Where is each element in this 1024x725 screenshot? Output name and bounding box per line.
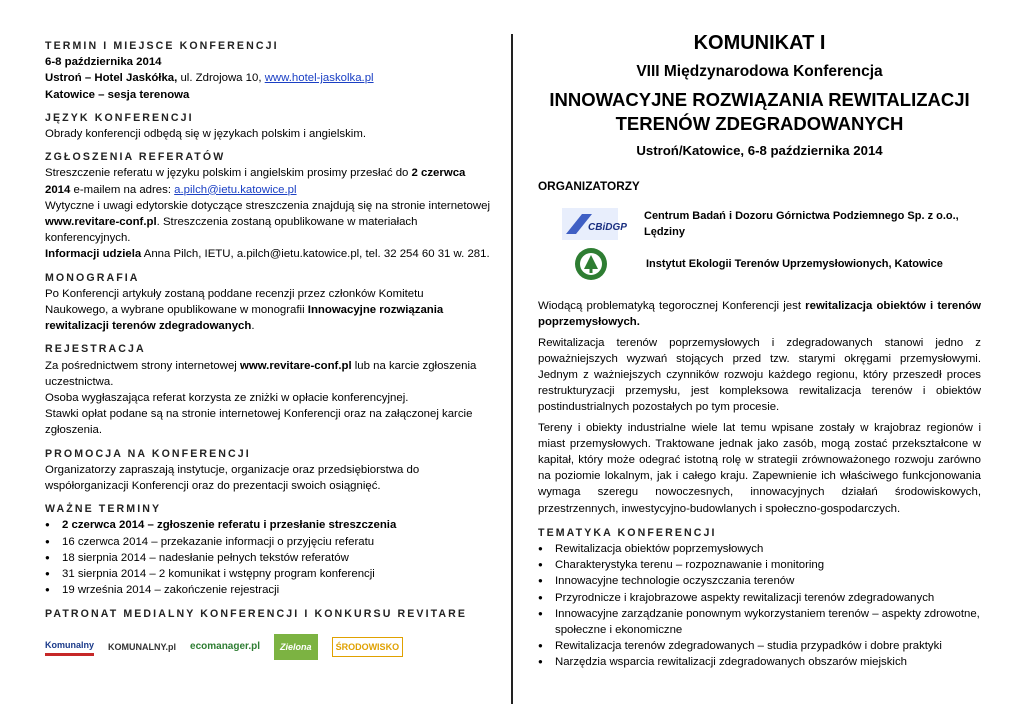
cbidgp-logo <box>562 206 627 242</box>
organizer-name: Instytut Ekologii Terenów Uprzemysłowionych, Katowice <box>646 258 943 271</box>
topics-list <box>538 541 981 671</box>
section-zgloszenia <box>45 149 490 262</box>
logo-ecomanager: ecomanager.pl <box>190 640 261 652</box>
text: Wiodącą problematyką tegorocznej Konferencji jest <box>538 300 806 313</box>
registration-text <box>45 358 490 390</box>
section-terminy <box>45 501 490 598</box>
contact-label: Informacji udziela <box>45 248 142 261</box>
section-heading: MONOGRAFIA <box>45 271 140 284</box>
text: e-mailem na adres: <box>70 183 175 196</box>
section-heading: TERMIN I MIEJSCE KONFERENCJI <box>45 40 279 52</box>
text: Po Konferencji artykuły zostaną poddane recenzji przez członków Komitetu Naukowego, a wybrane opublikowane w monografii <box>45 287 424 317</box>
list-item: ● Rewitalizacja terenów zdegradowanych – studia przypadków i dobre praktyki <box>538 638 981 654</box>
section-heading: WAŻNE TERMINY <box>45 503 162 516</box>
hotel-link[interactable]: www.hotel-jaskolka.pl <box>264 72 374 85</box>
list-item: ● 2 czerwca 2014 – zgłoszenie referatu i przesłanie streszczenia <box>45 517 490 533</box>
organizer-name: Centrum Badań i Dozoru Górnictwa Podziemnego Sp. z o.o., Lędziny <box>644 210 959 239</box>
editorial-guidelines <box>45 198 490 247</box>
logo-srodowisko: ŚRODOWISKO <box>332 637 404 657</box>
site-link[interactable]: www.revitare-conf.pl <box>45 216 157 229</box>
section-rejestracja <box>45 341 490 438</box>
logo-komunalny-pl: KOMUNALNY.pl <box>108 641 177 652</box>
list-item: ● 31 sierpnia 2014 – 2 komunikat i wstępny program konferencji <box>45 566 490 582</box>
section-termin <box>45 38 490 103</box>
intro-paragraph <box>538 298 981 330</box>
text: Za pośrednictwem strony internetowej <box>45 359 240 372</box>
section-monografia <box>45 270 490 335</box>
conference-place-date: Ustroń/Katowice, 6-8 października 2014 <box>636 143 883 158</box>
text: Streszczenie referatu w języku polskim i angielskim prosimy przesłać do <box>45 167 412 180</box>
conference-dates: 6-8 października 2014 <box>45 56 162 69</box>
list-item: ● Innowacyjne zarządzanie ponownym wykorzystaniem terenów – aspekty zdrowotne, społeczne i ekonomiczne <box>538 606 981 638</box>
text: Wytyczne i uwagi edytorskie dotyczące streszczenia znajdują się na stronie internetowej <box>45 199 490 212</box>
list-item: ● Charakterystyka terenu – rozpoznawanie i monitoring <box>538 557 981 573</box>
logo-komunalny: Komunalny <box>45 637 94 656</box>
place-rest: ul. Zdrojowa 10, <box>177 72 265 85</box>
contact-details: Anna Pilch, IETU, a.pilch@ietu.katowice.pl, tel. 32 254 60 31 w. 281. <box>141 248 490 261</box>
logo-lettering: CBiDGP <box>588 222 627 234</box>
paragraph: Rewitalizacja terenów poprzemysłowych i zdegradowanych stanowi jedno z poważniejszych wyzwań stojących przed tzw. starymi okręgami przemysłowymi. Jednym z ważniejszych czynników rozwoju każdego regionu, który przeszedł proces restrukturyzacji przemysłu, jest kompleksowa rewitalizacja terenów i obiektów postindustrialnych pozostałych po tym procesie. <box>538 336 981 414</box>
conference-place <box>45 70 490 86</box>
organizer-row <box>538 206 981 242</box>
section-heading: TEMATYKA KONFERENCJI <box>538 526 717 539</box>
list-item: ● 16 czerwca 2014 – przekazanie informacji o przyjęciu referatu <box>45 534 490 550</box>
email-link[interactable]: a.pilch@ietu.katowice.pl <box>174 183 297 196</box>
organizer-row <box>538 246 981 282</box>
paragraph: Tereny i obiekty industrialne wiele lat temu wpisane zostały w krajobraz regionów i miast przemysłowych. Traktowane jednak jako zasób, mogą zostać przekształcone w kapitał, który może odegrać istotną rolę w strategii zrównoważonego rozwoju zarówno na poziomie lokalnym, jak i całego kraju. Zapewnienie ich właściwego funkcjonowania wymaga szeregu nowoczesnych, innowacyjnych działań środowiskowych, przestrzennych, inwestycyjno-budowlanych i społeczno-gospodarczych. <box>538 421 981 515</box>
conference-title: INNOWACYJNE ROZWIĄZANIA REWITALIZACJI TERENÓW ZDEGRADOWANYCH <box>549 89 970 134</box>
media-logos <box>45 634 490 660</box>
section-jezyk <box>45 110 490 142</box>
section-heading: REJESTRACJA <box>45 343 146 356</box>
section-heading: PATRONAT MEDIALNY KONFERENCJI I KONKURSU REVITARE <box>45 607 468 620</box>
list-item: ● Innowacyjne technologie oczyszczania terenów <box>538 573 981 589</box>
fees-text: Stawki opłat podane są na stronie internetowej Konferencji oraz na załączonej karcie zgłoszenia. <box>45 408 473 437</box>
site-link[interactable]: www.revitare-conf.pl <box>240 359 352 372</box>
monograph-text <box>45 286 490 335</box>
section-promocja <box>45 446 490 495</box>
list-item: ● Narzędzia wsparcia rewitalizacji zdegradowanych obszarów miejskich <box>538 654 981 670</box>
conference-edition: VIII Międzynarodowa Konferencja <box>636 63 883 80</box>
list-item: ● Rewitalizacja obiektów poprzemysłowych <box>538 541 981 557</box>
abstract-submission <box>45 165 490 197</box>
section-heading: ZGŁOSZENIA REFERATÓW <box>45 151 226 164</box>
text: lub na karcie zgłoszenia uczestnictwa. <box>45 359 477 388</box>
column-divider <box>511 34 513 704</box>
intro-topic: rewitalizacja obiektów i terenów poprzemysłowych. <box>538 300 982 329</box>
left-column <box>45 38 490 667</box>
contact-info <box>45 246 490 262</box>
discount-text: Osoba wygłaszająca referat korzysta ze zniżki w opłacie konferencyjnej. <box>45 392 409 405</box>
logo-zielona: Zielona <box>274 634 318 660</box>
list-item: ● 18 sierpnia 2014 – nadesłanie pełnych tekstów referatów <box>45 550 490 566</box>
section-patronat <box>45 606 490 660</box>
text: . <box>251 320 255 333</box>
language-text: Obrady konferencji odbędą się w językach polskim i angielskim. <box>45 128 366 141</box>
deadline-date: 2 czerwca 2014 <box>45 167 466 196</box>
page-title: KOMUNIKAT I <box>693 32 826 54</box>
monograph-title: Innowacyjne rozwiązania rewitalizacji terenów zdegradowanych <box>45 304 444 333</box>
katowice-session: Katowice – sesja terenowa <box>45 88 190 101</box>
promotion-text: Organizatorzy zapraszają instytucje, organizacje oraz przedsiębiorstwa do współorganizacji Konferencji oraz do prezentacji swoich osiągnięć. <box>45 463 420 493</box>
text: . Streszczenia zostaną opublikowane w materiałach konferencyjnych. <box>45 216 418 245</box>
ietu-logo <box>562 246 620 282</box>
deadlines-list <box>45 517 490 598</box>
list-item: ● 19 września 2014 – zakończenie rejestracji <box>45 582 490 598</box>
right-column <box>538 30 981 671</box>
section-heading: JĘZYK KONFERENCJI <box>45 111 194 124</box>
list-item: ● Przyrodnicze i krajobrazowe aspekty rewitalizacji terenów zdegradowanych <box>538 590 981 606</box>
place-bold: Ustroń – Hotel Jaskółka, <box>45 72 178 85</box>
organizers-heading: ORGANIZATORZY <box>538 179 640 193</box>
section-heading: PROMOCJA NA KONFERENCJI <box>45 447 251 460</box>
